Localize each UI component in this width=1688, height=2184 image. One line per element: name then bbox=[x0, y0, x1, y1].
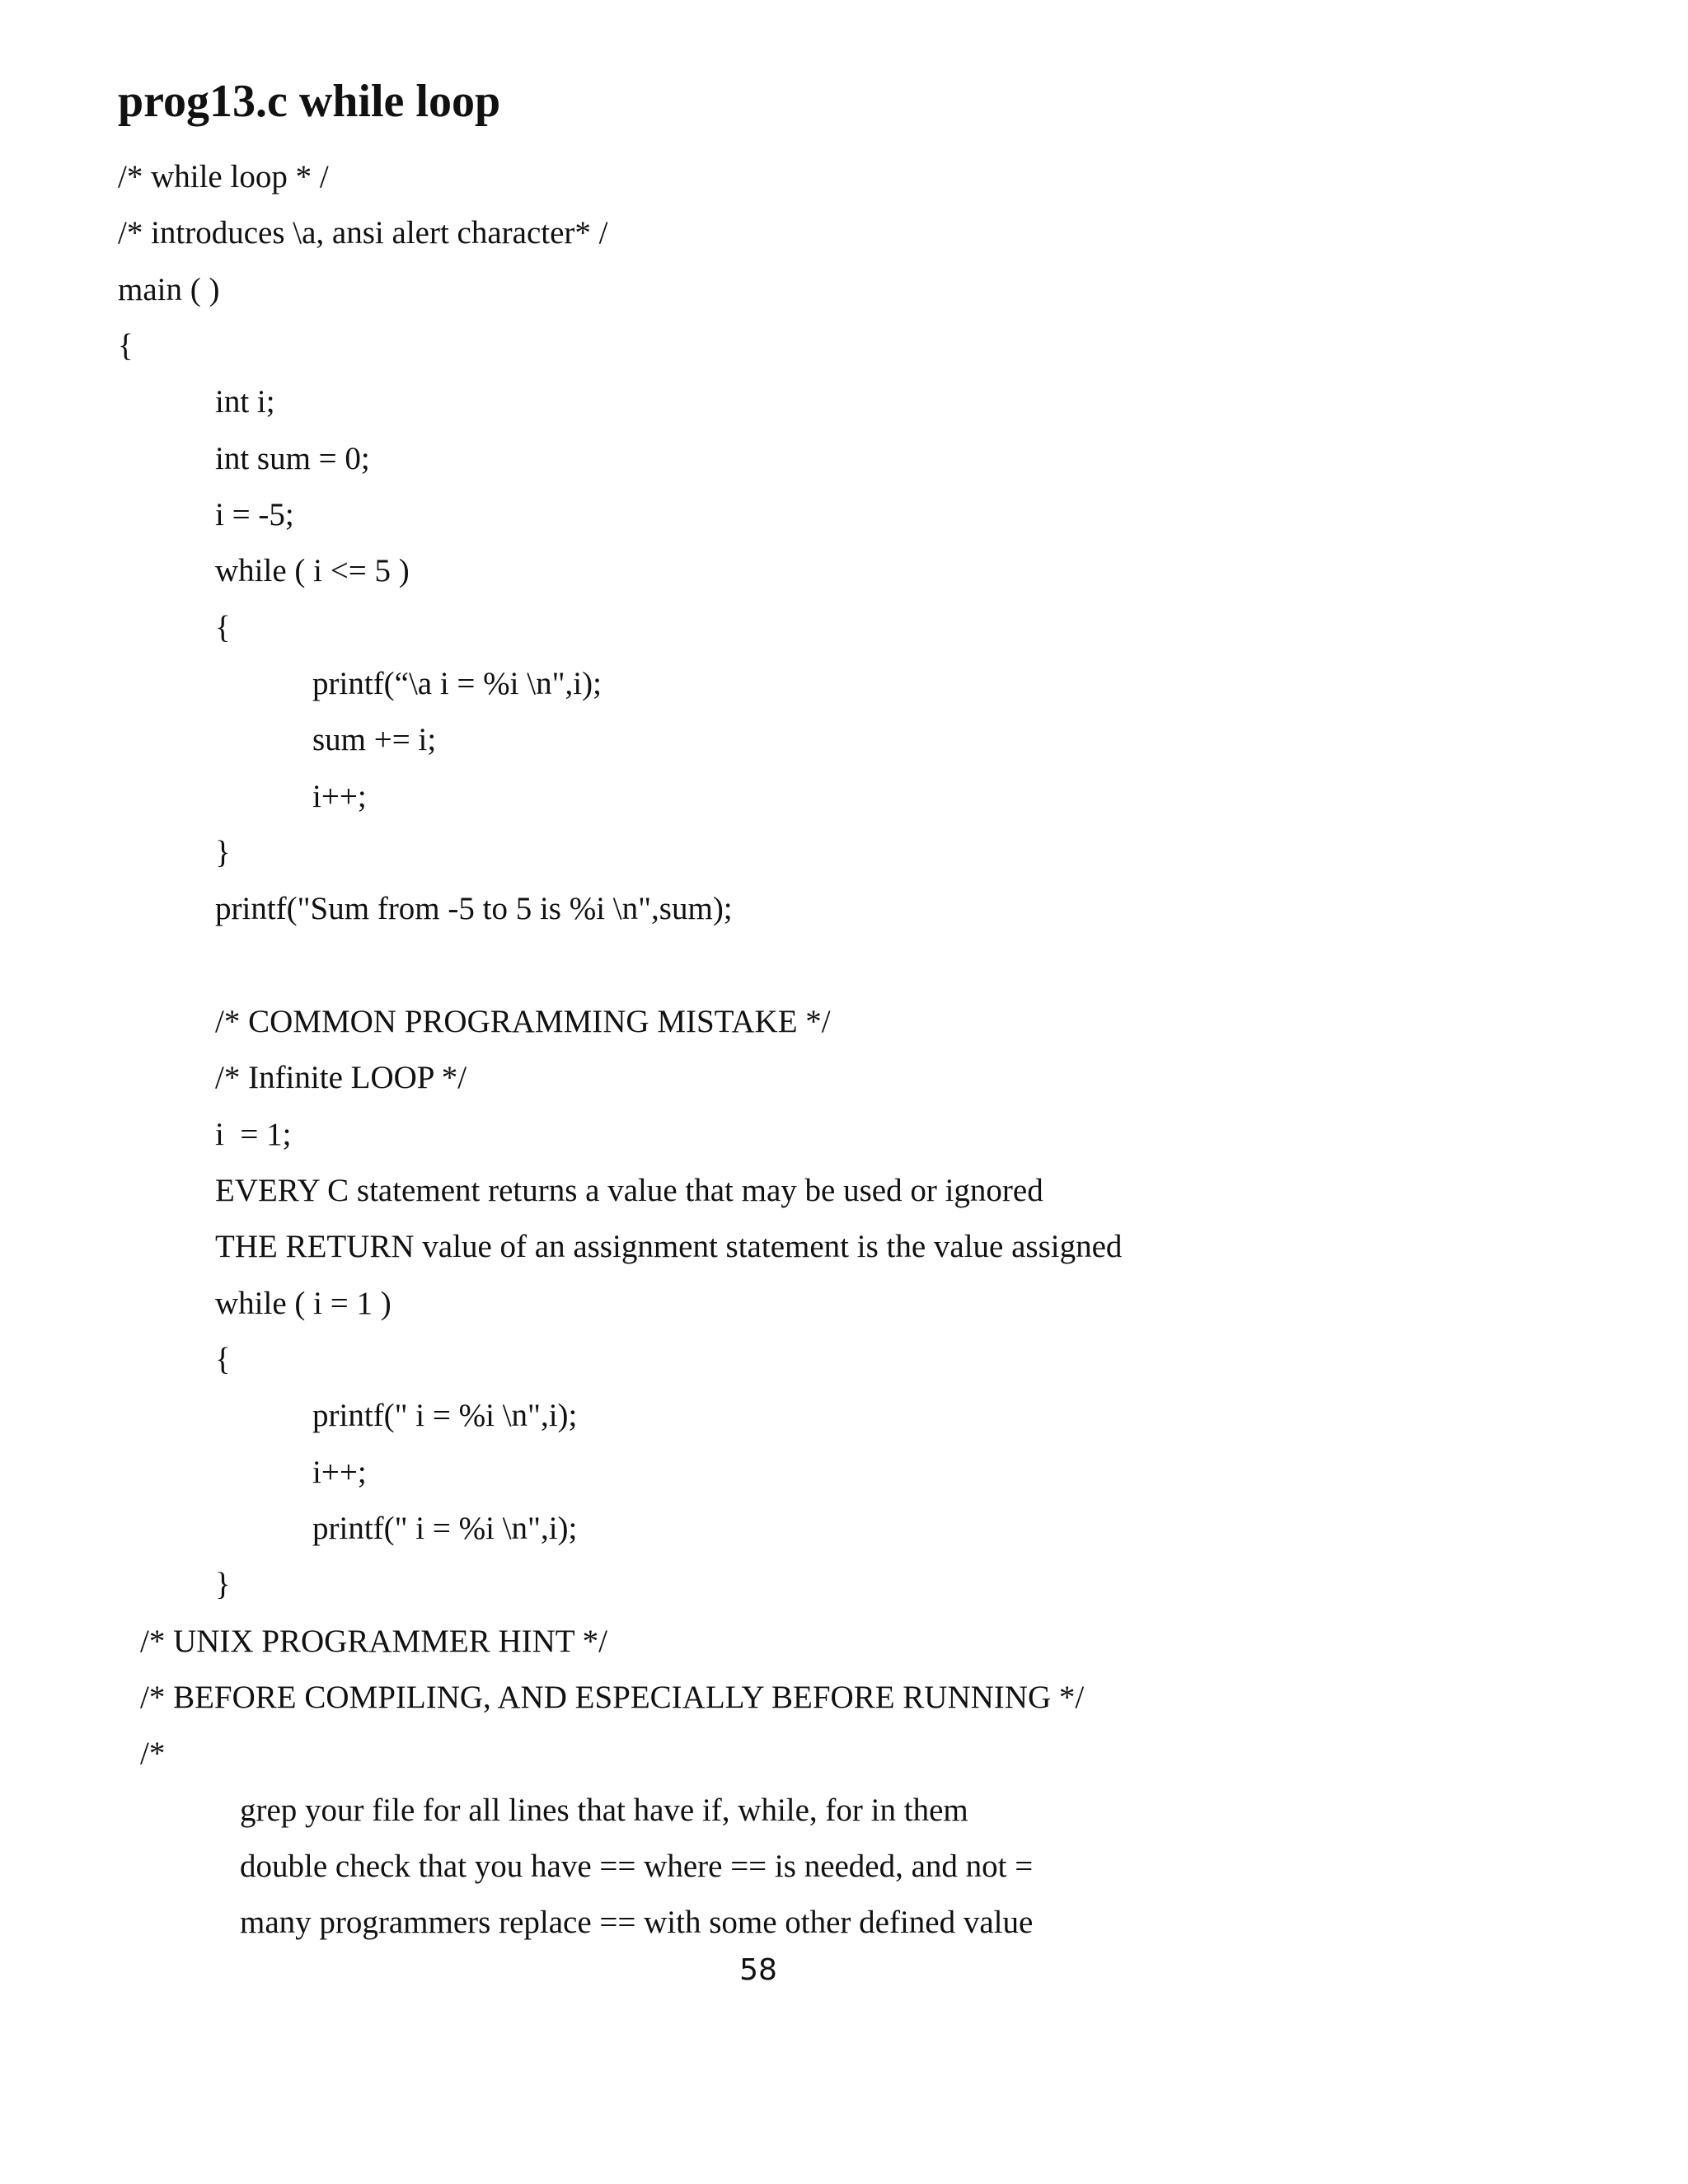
code-line: double check that you have == where == is needed, and not = bbox=[240, 1849, 1034, 1884]
code-line: /* COMMON PROGRAMMING MISTAKE */ bbox=[215, 1004, 831, 1039]
code-line: printf("Sum from -5 to 5 is %i \n",sum); bbox=[215, 891, 733, 926]
code-line: grep your file for all lines that have if, while, for in them bbox=[240, 1793, 968, 1828]
code-line: THE RETURN value of an assignment statement is the value assigned bbox=[215, 1229, 1123, 1264]
code-line: many programmers replace == with some other defined value bbox=[240, 1905, 1034, 1940]
code-line: { bbox=[215, 1342, 231, 1377]
code-line: /* bbox=[140, 1736, 166, 1771]
code-line: printf(" i = %i \n",i); bbox=[312, 1398, 578, 1433]
code-line: /* while loop * / bbox=[118, 159, 329, 194]
code-line: } bbox=[215, 835, 231, 870]
code-line: EVERY C statement returns a value that may be used or ignored bbox=[215, 1173, 1043, 1208]
code-line: i = -5; bbox=[215, 497, 294, 532]
code-line: } bbox=[215, 1567, 231, 1602]
page-number: 58 bbox=[739, 1953, 777, 1987]
code-line: int sum = 0; bbox=[215, 441, 370, 476]
code-line: while ( i = 1 ) bbox=[215, 1286, 392, 1321]
code-line: /* UNIX PROGRAMMER HINT */ bbox=[140, 1624, 607, 1659]
code-line: i++; bbox=[312, 779, 367, 814]
code-line: /* BEFORE COMPILING, AND ESPECIALLY BEFORE RUNNING */ bbox=[140, 1680, 1085, 1715]
code-line: /* Infinite LOOP */ bbox=[215, 1060, 467, 1095]
code-line: i = 1; bbox=[215, 1117, 292, 1152]
code-line: printf(" i = %i \n",i); bbox=[312, 1511, 578, 1546]
code-line: i++; bbox=[312, 1455, 367, 1490]
code-line: printf(“\a i = %i \n",i); bbox=[312, 666, 602, 701]
page-title: prog13.c while loop bbox=[118, 76, 501, 127]
code-line: { bbox=[118, 328, 134, 363]
code-line: { bbox=[215, 610, 231, 645]
code-line: main ( ) bbox=[118, 272, 220, 307]
code-line: int i; bbox=[215, 384, 275, 419]
code-line: sum += i; bbox=[312, 722, 437, 757]
code-line: while ( i <= 5 ) bbox=[215, 553, 410, 588]
code-line: /* introduces \a, ansi alert character* / bbox=[118, 215, 608, 251]
